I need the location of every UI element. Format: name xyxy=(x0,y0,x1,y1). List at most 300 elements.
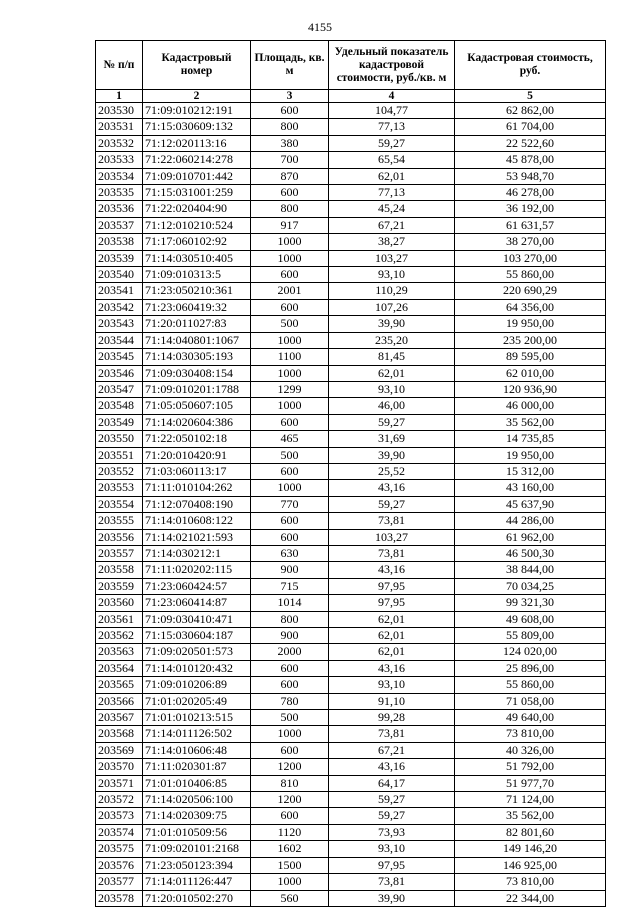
area: 600 xyxy=(251,529,329,545)
area: 1000 xyxy=(251,726,329,742)
table-row xyxy=(96,824,606,840)
row-number: 203577 xyxy=(96,874,143,890)
specific-rate: 91,10 xyxy=(329,693,455,709)
cadastral-cost: 15 312,00 xyxy=(455,463,606,479)
table-row xyxy=(96,217,606,233)
row-number: 203530 xyxy=(96,103,143,119)
header-area: Площадь, кв. м xyxy=(251,41,329,90)
area: 800 xyxy=(251,119,329,135)
table-row xyxy=(96,332,606,348)
table-row xyxy=(96,808,606,824)
table-row xyxy=(96,168,606,184)
specific-rate: 93,10 xyxy=(329,267,455,283)
row-number: 203542 xyxy=(96,299,143,315)
area: 2000 xyxy=(251,644,329,660)
area: 500 xyxy=(251,316,329,332)
table-row xyxy=(96,578,606,594)
cadastral-cost: 35 562,00 xyxy=(455,414,606,430)
table-row xyxy=(96,792,606,808)
area: 1200 xyxy=(251,759,329,775)
column-number: 2 xyxy=(143,90,251,103)
specific-rate: 62,01 xyxy=(329,628,455,644)
area: 1100 xyxy=(251,349,329,365)
cadastral-number: 71:23:060424:57 xyxy=(143,578,251,594)
cadastral-cost: 70 034,25 xyxy=(455,578,606,594)
specific-rate: 59,27 xyxy=(329,135,455,151)
area: 1200 xyxy=(251,792,329,808)
cadastral-number: 71:14:030212:1 xyxy=(143,545,251,561)
cadastral-number: 71:14:011126:447 xyxy=(143,874,251,890)
cadastral-number: 71:14:020506:100 xyxy=(143,792,251,808)
area: 1602 xyxy=(251,841,329,857)
column-number: 1 xyxy=(96,90,143,103)
column-number-row xyxy=(96,90,606,103)
cadastral-cost: 40 326,00 xyxy=(455,742,606,758)
row-number: 203533 xyxy=(96,152,143,168)
cadastral-number: 71:12:020113:16 xyxy=(143,135,251,151)
table-row xyxy=(96,660,606,676)
cadastral-cost: 89 595,00 xyxy=(455,349,606,365)
specific-rate: 93,10 xyxy=(329,677,455,693)
specific-rate: 73,81 xyxy=(329,513,455,529)
header-specific-rate: Удельный показатель кадастровой стоимости, руб./кв. м xyxy=(329,41,455,90)
row-number: 203535 xyxy=(96,185,143,201)
cadastral-number: 71:22:050102:18 xyxy=(143,431,251,447)
cadastral-number: 71:20:010502:270 xyxy=(143,890,251,906)
area: 770 xyxy=(251,496,329,512)
cadastral-number: 71:20:011027:83 xyxy=(143,316,251,332)
specific-rate: 81,45 xyxy=(329,349,455,365)
table-row xyxy=(96,316,606,332)
specific-rate: 93,10 xyxy=(329,841,455,857)
row-number: 203568 xyxy=(96,726,143,742)
cadastral-number: 71:11:020202:115 xyxy=(143,562,251,578)
row-number: 203561 xyxy=(96,611,143,627)
cadastral-cost: 25 896,00 xyxy=(455,660,606,676)
area: 1000 xyxy=(251,234,329,250)
row-number: 203571 xyxy=(96,775,143,791)
cadastral-number: 71:03:060113:17 xyxy=(143,463,251,479)
specific-rate: 59,27 xyxy=(329,808,455,824)
table-row xyxy=(96,595,606,611)
specific-rate: 93,10 xyxy=(329,381,455,397)
row-number: 203531 xyxy=(96,119,143,135)
row-number: 203537 xyxy=(96,217,143,233)
cadastral-number: 71:09:010701:442 xyxy=(143,168,251,184)
cadastral-cost: 220 690,29 xyxy=(455,283,606,299)
cadastral-cost: 46 500,30 xyxy=(455,545,606,561)
area: 917 xyxy=(251,217,329,233)
row-number: 203532 xyxy=(96,135,143,151)
cadastral-cost: 22 344,00 xyxy=(455,890,606,906)
header-cadastral-cost: Кадастровая стоимость, руб. xyxy=(455,41,606,90)
specific-rate: 62,01 xyxy=(329,644,455,660)
column-number: 3 xyxy=(251,90,329,103)
cadastral-number: 71:14:010608:122 xyxy=(143,513,251,529)
cadastral-number: 71:14:020604:386 xyxy=(143,414,251,430)
page-number: 4155 xyxy=(308,20,332,34)
specific-rate: 59,27 xyxy=(329,792,455,808)
table-row xyxy=(96,103,606,119)
row-number: 203566 xyxy=(96,693,143,709)
specific-rate: 62,01 xyxy=(329,168,455,184)
table-row xyxy=(96,152,606,168)
table-row xyxy=(96,841,606,857)
area: 2001 xyxy=(251,283,329,299)
cadastral-cost: 35 562,00 xyxy=(455,808,606,824)
specific-rate: 25,52 xyxy=(329,463,455,479)
area: 700 xyxy=(251,152,329,168)
area: 500 xyxy=(251,447,329,463)
cadastral-number: 71:20:010420:91 xyxy=(143,447,251,463)
specific-rate: 39,90 xyxy=(329,447,455,463)
specific-rate: 65,54 xyxy=(329,152,455,168)
specific-rate: 103,27 xyxy=(329,250,455,266)
specific-rate: 110,29 xyxy=(329,283,455,299)
row-number: 203540 xyxy=(96,267,143,283)
cadastral-cost: 45 637,90 xyxy=(455,496,606,512)
specific-rate: 73,81 xyxy=(329,726,455,742)
area: 560 xyxy=(251,890,329,906)
cadastral-cost: 124 020,00 xyxy=(455,644,606,660)
row-number: 203552 xyxy=(96,463,143,479)
table-row xyxy=(96,349,606,365)
row-number: 203541 xyxy=(96,283,143,299)
header-num: № п/п xyxy=(96,41,143,90)
specific-rate: 31,69 xyxy=(329,431,455,447)
cadastral-cost: 46 278,00 xyxy=(455,185,606,201)
row-number: 203551 xyxy=(96,447,143,463)
cadastral-number: 71:01:020205:49 xyxy=(143,693,251,709)
row-number: 203557 xyxy=(96,545,143,561)
table-row xyxy=(96,398,606,414)
area: 900 xyxy=(251,628,329,644)
cadastral-number: 71:22:060214:278 xyxy=(143,152,251,168)
area: 465 xyxy=(251,431,329,447)
area: 380 xyxy=(251,135,329,151)
area: 600 xyxy=(251,677,329,693)
area: 600 xyxy=(251,513,329,529)
table-row xyxy=(96,463,606,479)
area: 1014 xyxy=(251,595,329,611)
column-number: 5 xyxy=(455,90,606,103)
table-row xyxy=(96,710,606,726)
specific-rate: 45,24 xyxy=(329,201,455,217)
cadastral-number: 71:09:030408:154 xyxy=(143,365,251,381)
table-row xyxy=(96,283,606,299)
cadastral-number: 71:14:010120:432 xyxy=(143,660,251,676)
cadastral-cost: 64 356,00 xyxy=(455,299,606,315)
cadastral-cost: 55 860,00 xyxy=(455,267,606,283)
cadastral-number: 71:09:010212:191 xyxy=(143,103,251,119)
header-row xyxy=(96,41,606,90)
table-row xyxy=(96,562,606,578)
area: 600 xyxy=(251,808,329,824)
specific-rate: 99,28 xyxy=(329,710,455,726)
table-row xyxy=(96,250,606,266)
table-row xyxy=(96,447,606,463)
cadastral-cost: 45 878,00 xyxy=(455,152,606,168)
table-row xyxy=(96,890,606,906)
specific-rate: 46,00 xyxy=(329,398,455,414)
cadastral-cost: 55 860,00 xyxy=(455,677,606,693)
cadastral-cost: 51 977,70 xyxy=(455,775,606,791)
cadastral-cost: 38 844,00 xyxy=(455,562,606,578)
cadastral-number: 71:15:030604:187 xyxy=(143,628,251,644)
cadastral-number: 71:14:030510:405 xyxy=(143,250,251,266)
row-number: 203562 xyxy=(96,628,143,644)
row-number: 203544 xyxy=(96,332,143,348)
cadastral-cost: 19 950,00 xyxy=(455,447,606,463)
table-row xyxy=(96,644,606,660)
row-number: 203536 xyxy=(96,201,143,217)
table-row xyxy=(96,529,606,545)
row-number: 203576 xyxy=(96,857,143,873)
table-row xyxy=(96,677,606,693)
cadastral-cost: 38 270,00 xyxy=(455,234,606,250)
cadastral-cost: 62 010,00 xyxy=(455,365,606,381)
row-number: 203554 xyxy=(96,496,143,512)
header-cadastral-number: Кадастровый номер xyxy=(143,41,251,90)
cadastral-cost: 53 948,70 xyxy=(455,168,606,184)
cadastral-number: 71:23:060414:87 xyxy=(143,595,251,611)
row-number: 203569 xyxy=(96,742,143,758)
cadastral-number: 71:11:020301:87 xyxy=(143,759,251,775)
row-number: 203563 xyxy=(96,644,143,660)
area: 600 xyxy=(251,742,329,758)
cadastral-cost: 55 809,00 xyxy=(455,628,606,644)
area: 600 xyxy=(251,660,329,676)
row-number: 203548 xyxy=(96,398,143,414)
cadastral-number: 71:11:010104:262 xyxy=(143,480,251,496)
cadastral-cost: 71 124,00 xyxy=(455,792,606,808)
row-number: 203534 xyxy=(96,168,143,184)
cadastral-cost: 19 950,00 xyxy=(455,316,606,332)
cadastral-cost: 149 146,20 xyxy=(455,841,606,857)
cadastral-cost: 51 792,00 xyxy=(455,759,606,775)
table-row xyxy=(96,267,606,283)
cadastral-number: 71:01:010406:85 xyxy=(143,775,251,791)
cadastral-number: 71:23:050123:394 xyxy=(143,857,251,873)
cadastral-number: 71:12:070408:190 xyxy=(143,496,251,512)
table-row xyxy=(96,742,606,758)
specific-rate: 73,81 xyxy=(329,545,455,561)
cadastral-number: 71:09:010201:1788 xyxy=(143,381,251,397)
specific-rate: 43,16 xyxy=(329,759,455,775)
cadastral-value-table xyxy=(95,40,606,907)
row-number: 203549 xyxy=(96,414,143,430)
specific-rate: 104,77 xyxy=(329,103,455,119)
row-number: 203546 xyxy=(96,365,143,381)
cadastral-number: 71:01:010213:515 xyxy=(143,710,251,726)
table-row xyxy=(96,234,606,250)
row-number: 203574 xyxy=(96,824,143,840)
specific-rate: 43,16 xyxy=(329,660,455,676)
area: 630 xyxy=(251,545,329,561)
cadastral-number: 71:15:030609:132 xyxy=(143,119,251,135)
table-row xyxy=(96,414,606,430)
row-number: 203570 xyxy=(96,759,143,775)
table-row xyxy=(96,480,606,496)
area: 600 xyxy=(251,185,329,201)
area: 600 xyxy=(251,299,329,315)
cadastral-number: 71:09:010206:89 xyxy=(143,677,251,693)
area: 800 xyxy=(251,201,329,217)
cadastral-number: 71:14:020309:75 xyxy=(143,808,251,824)
row-number: 203558 xyxy=(96,562,143,578)
table-row xyxy=(96,611,606,627)
row-number: 203550 xyxy=(96,431,143,447)
area: 1120 xyxy=(251,824,329,840)
area: 715 xyxy=(251,578,329,594)
row-number: 203573 xyxy=(96,808,143,824)
table-row xyxy=(96,299,606,315)
specific-rate: 97,95 xyxy=(329,578,455,594)
area: 1299 xyxy=(251,381,329,397)
row-number: 203559 xyxy=(96,578,143,594)
cadastral-cost: 71 058,00 xyxy=(455,693,606,709)
cadastral-cost: 73 810,00 xyxy=(455,726,606,742)
specific-rate: 77,13 xyxy=(329,119,455,135)
table-body xyxy=(96,103,606,907)
cadastral-number: 71:09:030410:471 xyxy=(143,611,251,627)
cadastral-cost: 146 925,00 xyxy=(455,857,606,873)
column-number: 4 xyxy=(329,90,455,103)
cadastral-number: 71:12:010210:524 xyxy=(143,217,251,233)
specific-rate: 62,01 xyxy=(329,611,455,627)
cadastral-cost: 22 522,60 xyxy=(455,135,606,151)
cadastral-number: 71:05:050607:105 xyxy=(143,398,251,414)
cadastral-number: 71:14:030305:193 xyxy=(143,349,251,365)
area: 1000 xyxy=(251,365,329,381)
cadastral-number: 71:09:020501:573 xyxy=(143,644,251,660)
cadastral-number: 71:09:010313:5 xyxy=(143,267,251,283)
specific-rate: 97,95 xyxy=(329,857,455,873)
row-number: 203572 xyxy=(96,792,143,808)
specific-rate: 62,01 xyxy=(329,365,455,381)
area: 600 xyxy=(251,267,329,283)
specific-rate: 77,13 xyxy=(329,185,455,201)
specific-rate: 73,81 xyxy=(329,874,455,890)
table-row xyxy=(96,693,606,709)
area: 780 xyxy=(251,693,329,709)
specific-rate: 103,27 xyxy=(329,529,455,545)
table-row xyxy=(96,726,606,742)
cadastral-number: 71:23:050210:361 xyxy=(143,283,251,299)
specific-rate: 107,26 xyxy=(329,299,455,315)
area: 1000 xyxy=(251,480,329,496)
specific-rate: 59,27 xyxy=(329,414,455,430)
specific-rate: 64,17 xyxy=(329,775,455,791)
table-row xyxy=(96,775,606,791)
specific-rate: 39,90 xyxy=(329,316,455,332)
table-row xyxy=(96,431,606,447)
cadastral-number: 71:01:010509:56 xyxy=(143,824,251,840)
cadastral-cost: 46 000,00 xyxy=(455,398,606,414)
cadastral-number: 71:14:040801:1067 xyxy=(143,332,251,348)
row-number: 203560 xyxy=(96,595,143,611)
cadastral-cost: 62 862,00 xyxy=(455,103,606,119)
cadastral-cost: 49 608,00 xyxy=(455,611,606,627)
area: 500 xyxy=(251,710,329,726)
specific-rate: 59,27 xyxy=(329,496,455,512)
area: 1000 xyxy=(251,332,329,348)
cadastral-cost: 61 631,57 xyxy=(455,217,606,233)
cadastral-number: 71:14:010606:48 xyxy=(143,742,251,758)
specific-rate: 67,21 xyxy=(329,217,455,233)
table-row xyxy=(96,857,606,873)
table-row xyxy=(96,513,606,529)
specific-rate: 73,93 xyxy=(329,824,455,840)
table-row xyxy=(96,545,606,561)
specific-rate: 67,21 xyxy=(329,742,455,758)
cadastral-cost: 235 200,00 xyxy=(455,332,606,348)
row-number: 203545 xyxy=(96,349,143,365)
table-row xyxy=(96,365,606,381)
row-number: 203578 xyxy=(96,890,143,906)
cadastral-cost: 49 640,00 xyxy=(455,710,606,726)
cadastral-cost: 61 962,00 xyxy=(455,529,606,545)
row-number: 203543 xyxy=(96,316,143,332)
row-number: 203553 xyxy=(96,480,143,496)
area: 810 xyxy=(251,775,329,791)
cadastral-number: 71:15:031001:259 xyxy=(143,185,251,201)
row-number: 203539 xyxy=(96,250,143,266)
cadastral-number: 71:17:060102:92 xyxy=(143,234,251,250)
cadastral-cost: 14 735,85 xyxy=(455,431,606,447)
cadastral-cost: 99 321,30 xyxy=(455,595,606,611)
row-number: 203575 xyxy=(96,841,143,857)
cadastral-cost: 103 270,00 xyxy=(455,250,606,266)
table-row xyxy=(96,628,606,644)
row-number: 203538 xyxy=(96,234,143,250)
row-number: 203567 xyxy=(96,710,143,726)
area: 1000 xyxy=(251,874,329,890)
table-row xyxy=(96,496,606,512)
cadastral-number: 71:14:011126:502 xyxy=(143,726,251,742)
cadastral-number: 71:09:020101:2168 xyxy=(143,841,251,857)
table-row xyxy=(96,381,606,397)
row-number: 203547 xyxy=(96,381,143,397)
cadastral-cost: 44 286,00 xyxy=(455,513,606,529)
cadastral-cost: 73 810,00 xyxy=(455,874,606,890)
cadastral-cost: 82 801,60 xyxy=(455,824,606,840)
area: 600 xyxy=(251,103,329,119)
specific-rate: 38,27 xyxy=(329,234,455,250)
area: 1000 xyxy=(251,398,329,414)
row-number: 203555 xyxy=(96,513,143,529)
table-row xyxy=(96,119,606,135)
cadastral-cost: 61 704,00 xyxy=(455,119,606,135)
specific-rate: 97,95 xyxy=(329,595,455,611)
area: 600 xyxy=(251,414,329,430)
area: 1000 xyxy=(251,250,329,266)
cadastral-cost: 43 160,00 xyxy=(455,480,606,496)
specific-rate: 43,16 xyxy=(329,480,455,496)
cadastral-number: 71:23:060419:32 xyxy=(143,299,251,315)
area: 900 xyxy=(251,562,329,578)
table-row xyxy=(96,201,606,217)
table-row xyxy=(96,135,606,151)
table-row xyxy=(96,759,606,775)
specific-rate: 39,90 xyxy=(329,890,455,906)
row-number: 203565 xyxy=(96,677,143,693)
specific-rate: 235,20 xyxy=(329,332,455,348)
area: 800 xyxy=(251,611,329,627)
table-row xyxy=(96,874,606,890)
table-row xyxy=(96,185,606,201)
cadastral-number: 71:22:020404:90 xyxy=(143,201,251,217)
